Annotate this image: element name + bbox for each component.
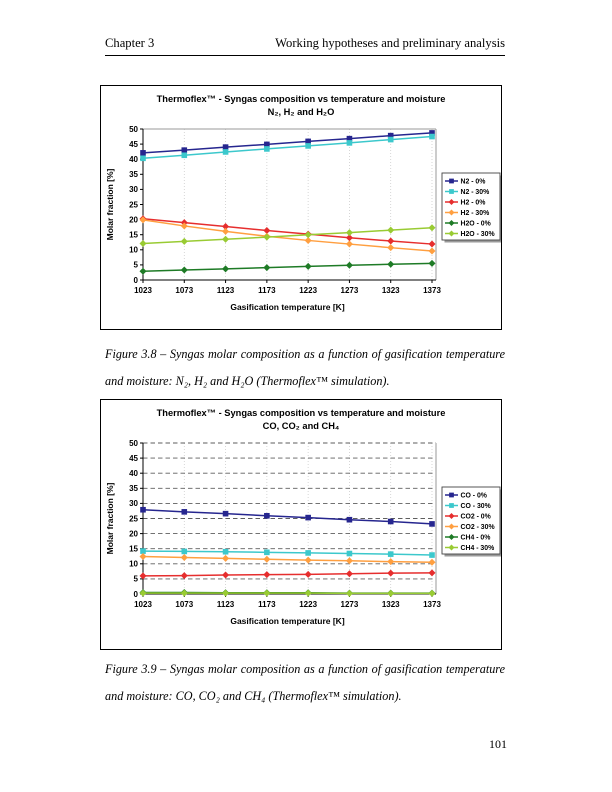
chart-title-line2: CO, CO₂ and CH₄ [262,421,340,431]
legend-label: CO - 30% [460,503,491,510]
x-axis-title: Gasification temperature [K] [230,302,345,312]
figure-3-8-caption: Figure 3.8 – Syngas molar composition as a function of gasification temperature and moisture: N₂, H₂ and H₂O (Thermoflex™ simulation). [105,347,505,388]
y-tick-label: 30 [129,185,138,195]
y-tick-label: 45 [129,453,138,463]
legend-label: N2 - 0% [460,178,486,186]
x-tick-label: 1123 [216,600,235,609]
page-header [105,36,505,51]
y-tick-label: 50 [129,124,138,134]
y-tick-label: 10 [129,559,138,569]
x-tick-label: 1323 [381,286,400,295]
figure-3-8-title [101,86,501,119]
axes [105,125,441,312]
y-tick-label: 15 [129,230,138,240]
y-tick-label: 45 [129,139,138,149]
y-tick-label: 5 [133,574,138,584]
y-tick-label: 40 [129,469,138,478]
series-N2-0% [140,130,435,156]
y-tick-label: 30 [129,499,138,509]
x-tick-label: 1223 [299,600,318,609]
series-H2O-0% [140,260,436,275]
legend-label: H2O - 30% [460,231,495,238]
x-tick-label: 1273 [340,286,359,295]
chart-title-line1: Thermoflex™ - Syngas composition vs temperature and moisture [156,94,446,104]
legend-label: CO - 0% [460,492,487,500]
y-tick-label: 0 [133,275,138,285]
y-tick-label: 5 [133,260,138,270]
y-tick-label: 10 [129,245,138,255]
y-tick-label: 15 [129,544,138,554]
y-tick-label: 20 [129,215,138,225]
x-tick-label: 1373 [423,600,441,609]
legend [442,487,501,557]
x-tick-label: 1323 [381,600,400,609]
legend-label: H2 - 30% [460,210,490,217]
y-tick-label: 50 [129,438,138,448]
figure-3-9-caption: Figure 3.9 – Syngas molar composition as a function of gasification temperature and moisture: CO, CO₂ and CH₄ (Thermoflex™ simulation). [105,662,505,703]
header-rule [105,55,505,56]
x-tick-label: 1123 [216,286,235,295]
legend-label: H2O - 0% [460,220,491,228]
x-axis-title: Gasification temperature [K] [230,616,345,626]
figure-3-8-plot [101,119,501,329]
x-tick-label: 1173 [258,600,276,609]
header-running-title: Working hypotheses and preliminary analysis [275,36,505,50]
x-tick-label: 1073 [175,286,194,295]
legend-label: N2 - 30% [460,189,490,196]
x-tick-label: 1023 [134,286,152,295]
legend-label: CH4 - 0% [460,534,491,542]
y-axis-title: Molar fraction [%] [105,482,115,555]
x-tick-label: 1273 [340,600,359,609]
y-tick-label: 0 [133,589,138,599]
chart-title-line2: N₂, H₂ and H₂O [267,107,335,117]
figure-3-9-plot [101,433,501,643]
y-axis-title: Molar fraction [%] [105,168,115,241]
y-tick-label: 35 [129,484,138,494]
y-tick-label: 25 [129,514,138,524]
y-tick-label: 40 [129,155,138,164]
y-tick-label: 35 [129,170,138,180]
legend-label: CO2 - 30% [460,524,495,531]
figure-3-9 [100,399,502,650]
x-tick-label: 1023 [134,600,152,609]
x-tick-label: 1073 [175,600,194,609]
y-tick-label: 25 [129,200,138,210]
header-chapter: Chapter 3 [105,36,155,50]
figure-3-9-title [101,400,501,433]
axes [105,439,441,626]
legend-label: H2 - 0% [460,199,486,207]
series-CO2-0% [140,569,436,579]
page-number: 101 [489,737,507,751]
x-tick-label: 1173 [258,286,276,295]
y-tick-label: 20 [129,529,138,539]
legend-label: CH4 - 30% [460,545,495,552]
x-tick-label: 1223 [299,286,318,295]
figure-3-8 [100,85,502,330]
legend-label: CO2 - 0% [460,513,491,521]
chart-title-line1: Thermoflex™ - Syngas composition vs temperature and moisture [156,408,446,418]
series-CH4-30% [140,590,436,597]
legend [442,173,501,243]
x-tick-label: 1373 [423,286,441,295]
